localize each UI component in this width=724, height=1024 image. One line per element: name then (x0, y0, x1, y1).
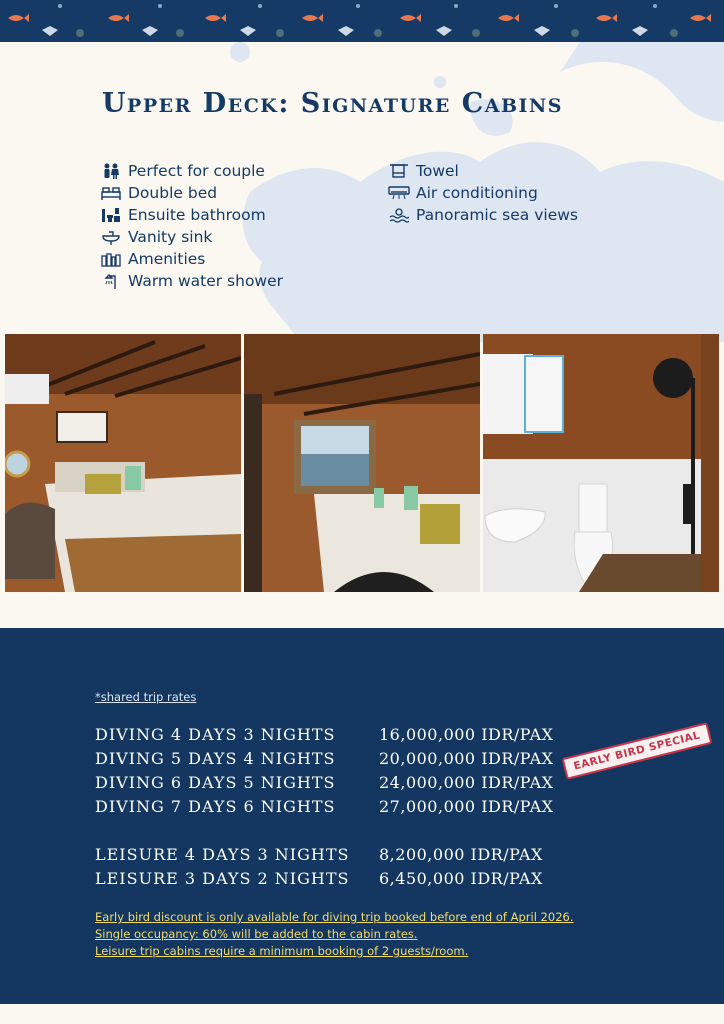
air-conditioner-icon (388, 184, 410, 202)
ray-pattern (42, 26, 648, 36)
feature-couple (100, 160, 283, 182)
rate-name: DIVING 5 DAYS 4 NIGHTS (95, 748, 336, 768)
cabin-photo-2 (244, 334, 480, 592)
feature-amenities (100, 248, 283, 270)
cabin-photo-1 (5, 334, 241, 592)
fish-pattern (8, 14, 711, 22)
sea-view-icon (388, 206, 410, 224)
rate-row (95, 746, 554, 770)
cabin-gallery (5, 334, 719, 592)
bathroom-icon (100, 206, 122, 224)
feature-label: Warm water shower (128, 272, 284, 290)
feature-label: Amenities (128, 250, 206, 268)
feature-label: Vanity sink (128, 228, 213, 246)
rate-name: DIVING 6 DAYS 5 NIGHTS (95, 772, 336, 792)
features-left (100, 160, 283, 292)
leisure-rates (95, 842, 543, 890)
rate-price: 6,450,000 IDR/PAX (379, 868, 543, 888)
feature-towel (388, 160, 578, 182)
bed-icon (100, 184, 122, 202)
couple-icon (100, 162, 122, 180)
feature-bed (100, 182, 283, 204)
single-occupancy-note: Single occupancy: 60% will be added to the cabin rates. (95, 927, 418, 941)
diving-rates (95, 722, 554, 818)
amenities-icon (100, 250, 122, 268)
rate-price: 27,000,000 IDR/PAX (379, 796, 554, 816)
feature-sink (100, 226, 283, 248)
bathroom-photo (483, 334, 719, 592)
bottom-strip (0, 1004, 724, 1024)
feature-bathroom (100, 204, 283, 226)
early-bird-stamp: EARLY BIRD SPECIAL (562, 722, 713, 780)
rate-name: DIVING 4 DAYS 3 NIGHTS (95, 724, 336, 744)
feature-air-conditioning (388, 182, 578, 204)
rate-name: LEISURE 4 DAYS 3 NIGHTS (95, 844, 350, 864)
rates-section (0, 628, 724, 1004)
feature-label: Perfect for couple (128, 162, 265, 180)
shower-icon (100, 272, 122, 290)
page-title: Upper Deck: Signature Cabins (102, 88, 564, 119)
rate-name: DIVING 7 DAYS 6 NIGHTS (95, 796, 336, 816)
feature-label: Ensuite bathroom (128, 206, 266, 224)
feature-label: Towel (416, 162, 459, 180)
feature-label: Double bed (128, 184, 218, 202)
rate-row (95, 794, 554, 818)
sink-icon (100, 228, 122, 246)
shared-rates-note: *shared trip rates (95, 690, 197, 704)
leisure-minimum-note: Leisure trip cabins require a minimum booking of 2 guests/room. (95, 944, 469, 958)
booking-notes (95, 909, 573, 960)
feature-label: Air conditioning (416, 184, 538, 202)
rate-price: 20,000,000 IDR/PAX (379, 748, 554, 768)
rate-price: 8,200,000 IDR/PAX (379, 844, 543, 864)
rate-price: 16,000,000 IDR/PAX (379, 724, 554, 744)
rate-name: LEISURE 3 DAYS 2 NIGHTS (95, 868, 350, 888)
feature-label: Panoramic sea views (416, 206, 578, 224)
rate-row (95, 722, 554, 746)
rate-row (95, 866, 543, 890)
rate-row (95, 770, 554, 794)
early-bird-note: Early bird discount is only available for diving trip booked before end of April 2026. (95, 910, 574, 924)
feature-sea-views (388, 204, 578, 226)
rate-row (95, 842, 543, 866)
features-right (388, 160, 578, 226)
rate-price: 24,000,000 IDR/PAX (379, 772, 554, 792)
towel-icon (388, 162, 410, 180)
feature-shower (100, 270, 283, 292)
top-pattern-band (0, 0, 724, 42)
